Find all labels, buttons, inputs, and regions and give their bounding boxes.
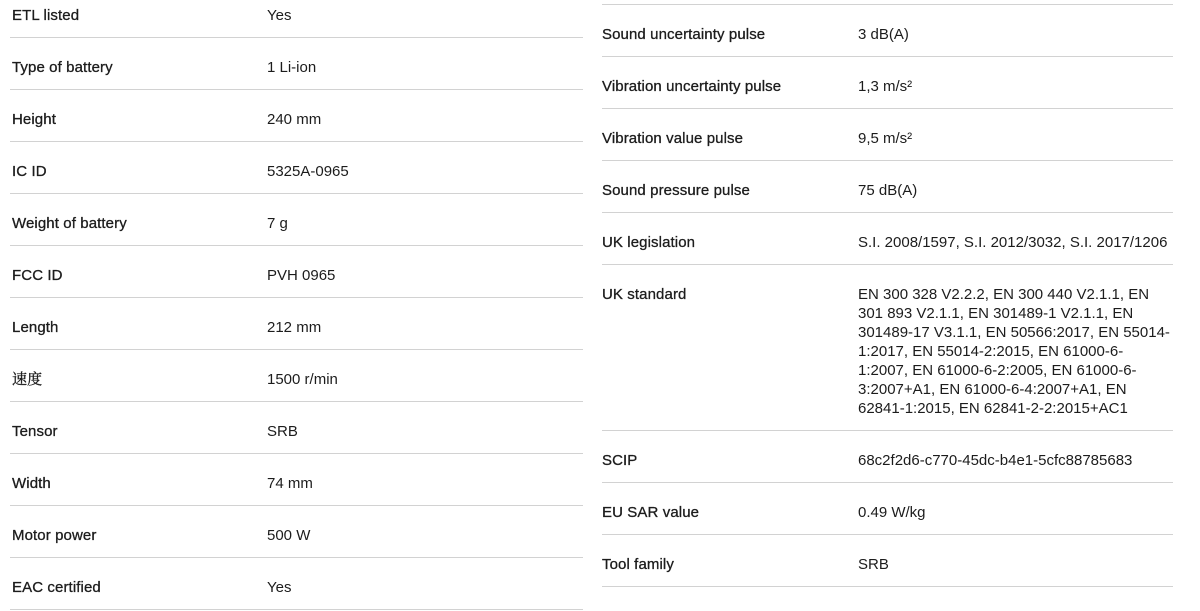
spec-row [10,90,583,142]
spec-row [10,38,583,90]
spec-value: 500 W [267,527,311,544]
spec-label: Motor power [12,527,97,544]
spec-value: 212 mm [267,319,322,336]
spec-table-right [602,4,1173,587]
spec-row [602,5,1173,57]
spec-value: 68c2f2d6-c770-45dc-b4e1-5cfc88785683 [858,452,1133,469]
spec-row [10,350,583,402]
spec-label: Type of battery [12,59,113,76]
spec-row [10,194,583,246]
spec-row [10,506,583,558]
spec-row [10,454,583,506]
spec-row [10,298,583,350]
spec-label: EAC certified [12,579,101,596]
spec-value: 0.49 W/kg [858,504,926,521]
spec-label: Vibration value pulse [602,130,744,147]
spec-row [602,431,1173,483]
spec-row [602,265,1173,431]
spec-label: UK standard [602,286,687,303]
spec-label: Sound pressure pulse [602,182,750,199]
spec-row [602,161,1173,213]
spec-value: Yes [267,579,292,596]
spec-value: Yes [267,7,292,24]
spec-value: 75 dB(A) [858,182,918,199]
spec-value: 5325A-0965 [267,163,349,180]
spec-label: IC ID [12,163,47,180]
spec-label: UK legislation [602,234,696,251]
spec-value: S.I. 2008/1597, S.I. 2012/3032, S.I. 2017/1206 [858,234,1168,251]
spec-label: Tool family [602,556,674,573]
spec-row [10,246,583,298]
spec-value: 240 mm [267,111,322,128]
spec-value: PVH 0965 [267,267,336,284]
spec-label: 速度 [12,371,43,388]
spec-label: Sound uncertainty pulse [602,26,766,43]
spec-row [602,535,1173,587]
spec-label: ETL listed [12,7,80,24]
spec-value: 7 g [267,215,288,232]
spec-label: SCIP [602,452,638,469]
spec-label: Weight of battery [12,215,127,232]
spec-row [10,558,583,610]
spec-label: EU SAR value [602,504,700,521]
spec-row [602,109,1173,161]
spec-label: Height [12,111,56,128]
spec-value: SRB [858,556,889,573]
spec-value: 1 Li-ion [267,59,317,76]
spec-label: Length [12,319,59,336]
spec-label: Vibration uncertainty pulse [602,78,782,95]
spec-table-left [10,0,583,611]
spec-value: 1500 r/min [267,371,338,388]
spec-label: Width [12,475,51,492]
spec-row [602,57,1173,109]
spec-row [10,142,583,194]
spec-value: EN 300 328 V2.2.2, EN 300 440 V2.1.1, EN 301 893 V2.1.1, EN 301489-1 V2.1.1, EN 301489-17 V3.1.1, EN 50566:2017, EN 55014-1:2017, EN 55014-2:2015, EN 61000-6-1:2007, EN 61000-6-2:2005, EN 61000-6-3:2007+A1, EN 61000-6-4:2007+A1, EN 62841-1:2015, EN 62841-2-2:2015+AC1 [858,286,1170,417]
spec-value: 74 mm [267,475,313,492]
spec-value: 3 dB(A) [858,26,909,43]
spec-value: SRB [267,423,298,440]
spec-row [10,0,583,38]
spec-value: 1,3 m/s² [858,78,913,95]
spec-label: FCC ID [12,267,63,284]
spec-row [602,483,1173,535]
spec-row [602,213,1173,265]
spec-value: 9,5 m/s² [858,130,913,147]
spec-row [10,402,583,454]
spec-label: Tensor [12,423,58,440]
